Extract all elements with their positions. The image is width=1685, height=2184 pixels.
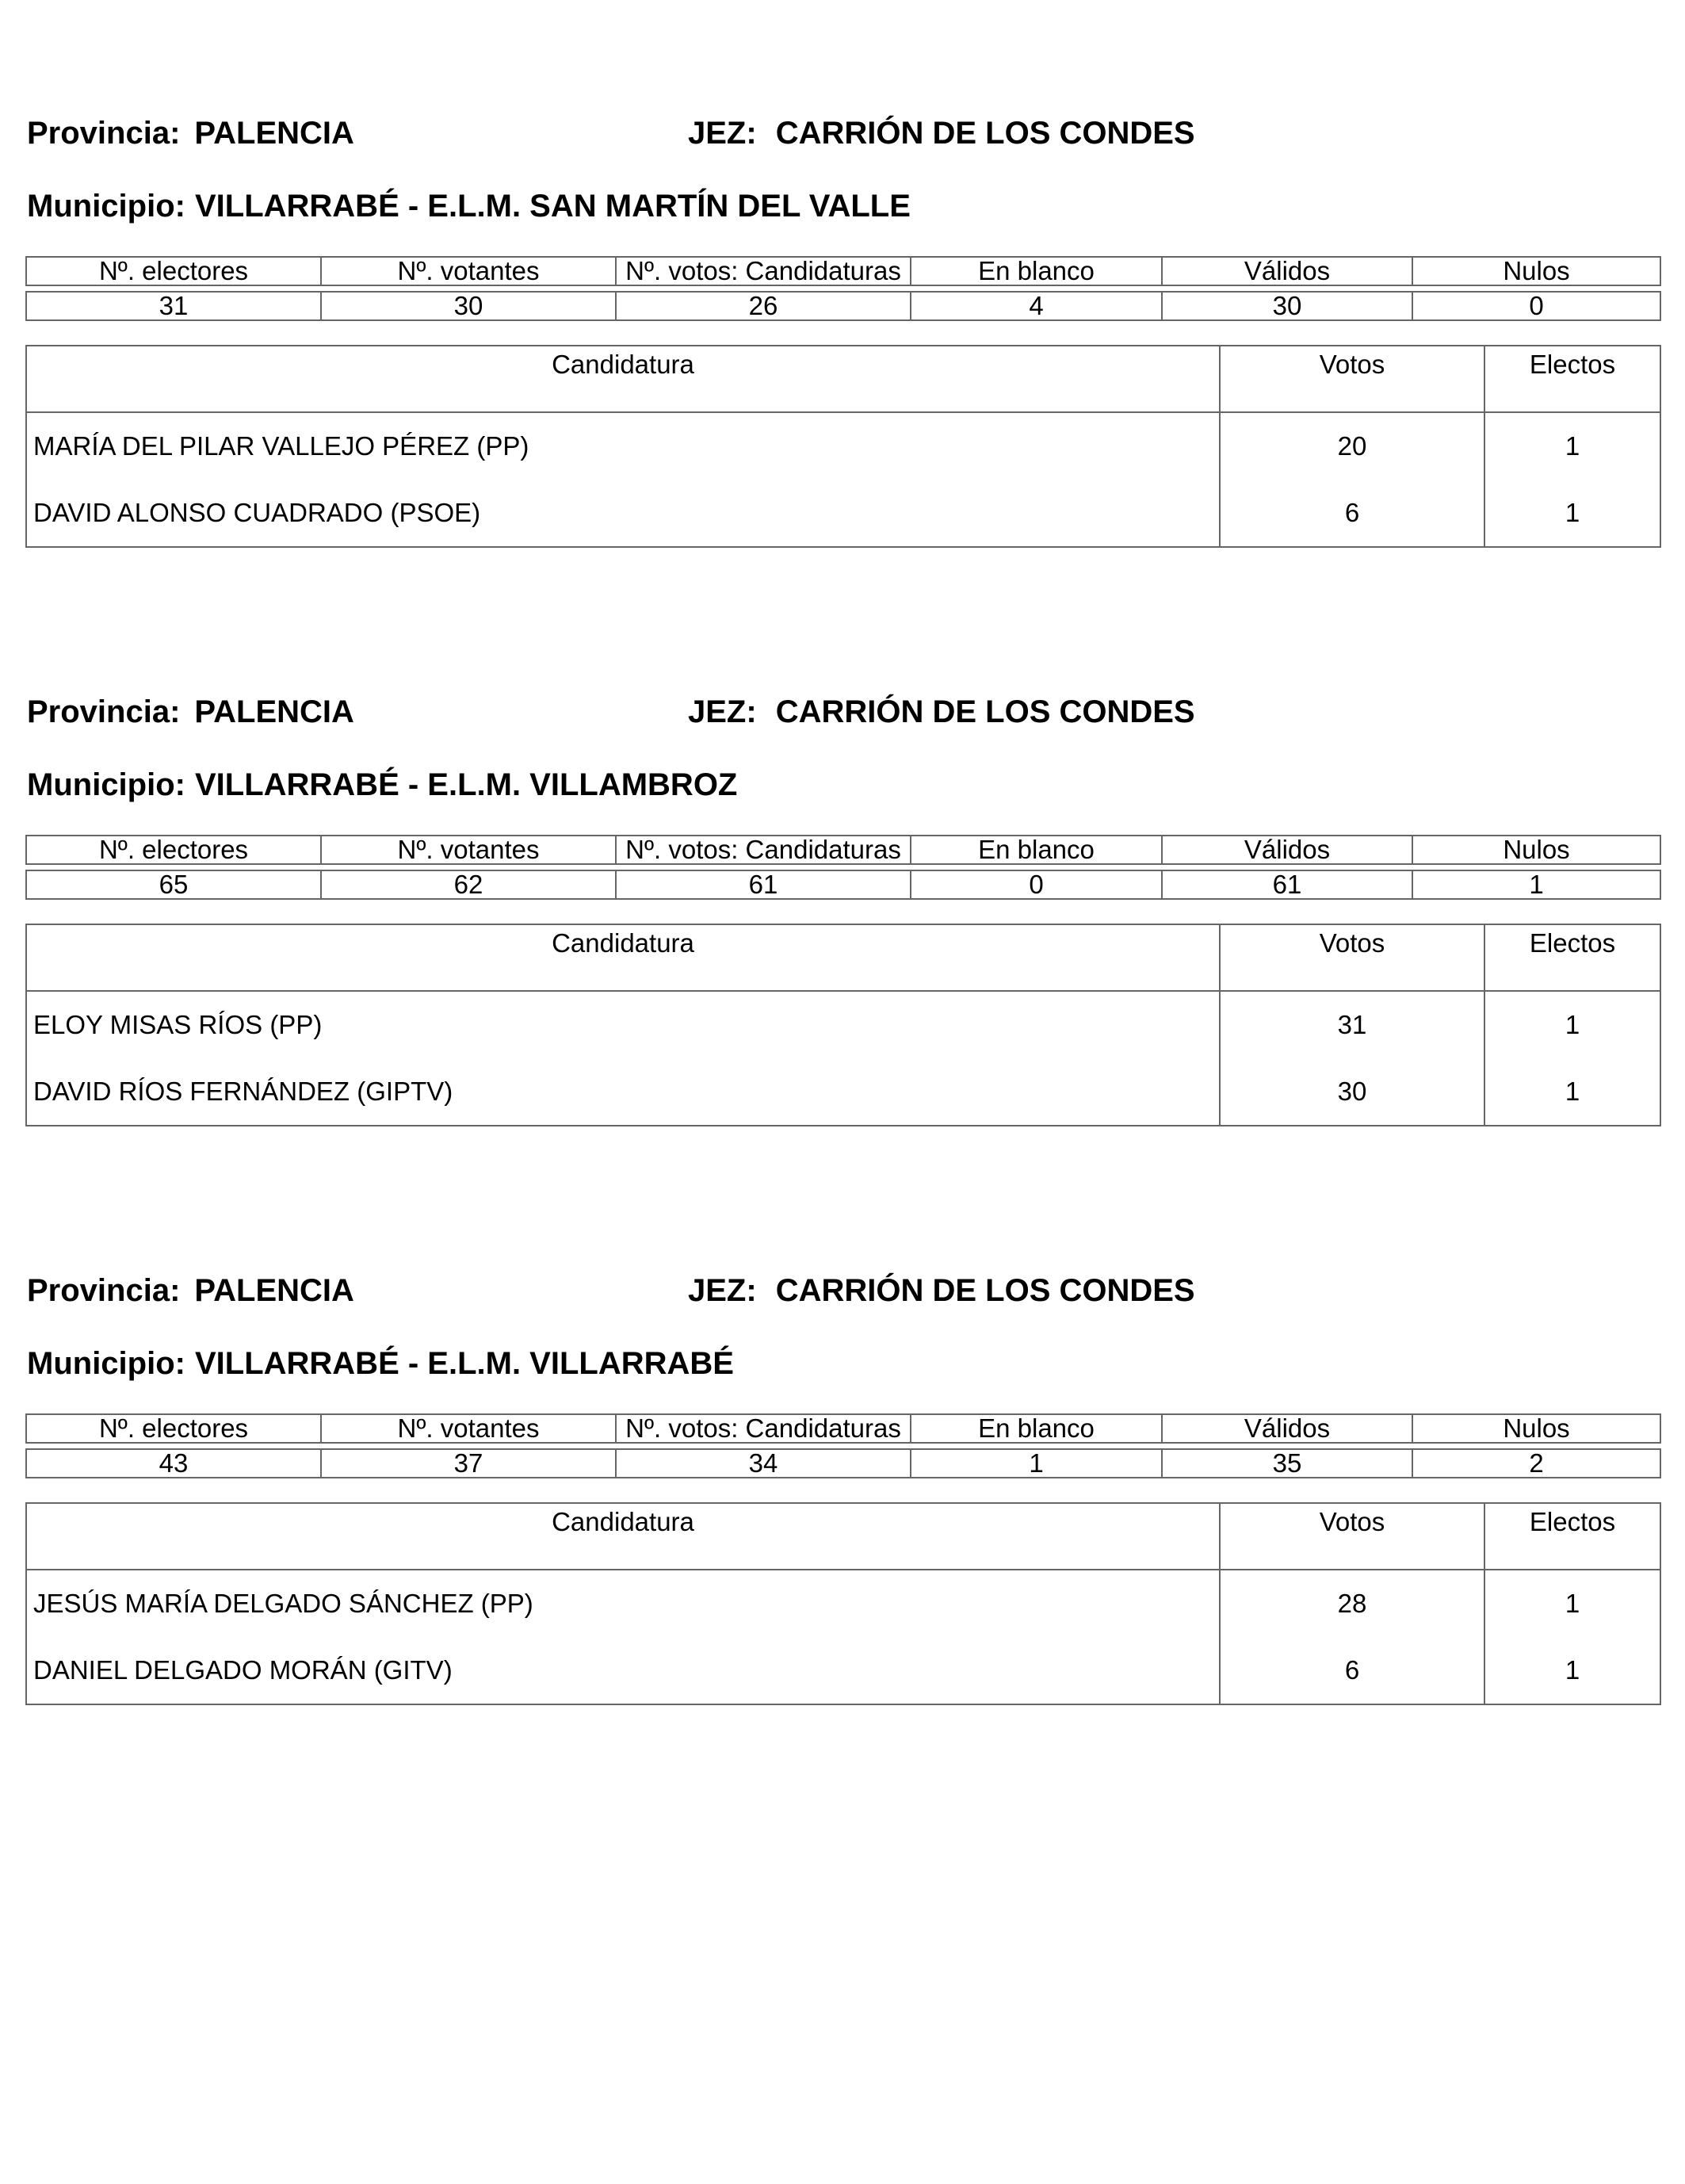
candidates-table xyxy=(25,1502,1661,1705)
candidate-row xyxy=(26,991,1660,1058)
stats-value-row xyxy=(26,1449,1660,1478)
value-votantes: 62 xyxy=(321,870,616,899)
provincia-label: Provincia: xyxy=(27,116,181,151)
header-en-blanco: En blanco xyxy=(911,1414,1162,1443)
header-en-blanco: En blanco xyxy=(911,836,1162,864)
candidate-name: MARÍA DEL PILAR VALLEJO PÉREZ (PP) xyxy=(26,412,1220,480)
header-validos: Válidos xyxy=(1162,257,1412,285)
stats-table xyxy=(25,835,1661,900)
header-nulos: Nulos xyxy=(1412,257,1660,285)
jez-label: JEZ: xyxy=(688,1273,757,1308)
stats-value-row xyxy=(26,870,1660,899)
value-en-blanco: 1 xyxy=(911,1449,1162,1478)
municipio-value: VILLARRABÉ - E.L.M. SAN MARTÍN DEL VALLE xyxy=(194,189,911,224)
candidate-electos: 1 xyxy=(1484,991,1660,1058)
jez-line xyxy=(688,1275,1195,1306)
candidate-row xyxy=(26,412,1660,480)
candidate-name: DAVID ALONSO CUADRADO (PSOE) xyxy=(26,480,1220,547)
header-votantes: Nº. votantes xyxy=(321,1414,616,1443)
value-validos: 30 xyxy=(1162,292,1412,320)
section-header xyxy=(25,1275,1660,1425)
header-nulos: Nulos xyxy=(1412,836,1660,864)
candidate-name: ELOY MISAS RÍOS (PP) xyxy=(26,991,1220,1058)
value-nulos: 2 xyxy=(1412,1449,1660,1478)
candidate-votos: 20 xyxy=(1220,412,1484,480)
header-electos: Electos xyxy=(1484,346,1660,412)
stats-table xyxy=(25,256,1661,321)
header-electos: Electos xyxy=(1484,1503,1660,1570)
section-villarrabe xyxy=(25,1273,1660,1685)
candidate-votos: 31 xyxy=(1220,991,1484,1058)
candidate-electos: 1 xyxy=(1484,1570,1660,1637)
header-votos: Votos xyxy=(1220,346,1484,412)
stats-table xyxy=(25,1413,1661,1478)
candidates-table xyxy=(25,345,1661,548)
header-votos-candidaturas: Nº. votos: Candidaturas xyxy=(616,1414,911,1443)
header-votos: Votos xyxy=(1220,1503,1484,1570)
value-validos: 35 xyxy=(1162,1449,1412,1478)
municipio-line xyxy=(27,1348,734,1379)
section-villambroz xyxy=(25,694,1660,1106)
provincia-value: PALENCIA xyxy=(194,694,354,729)
value-en-blanco: 4 xyxy=(911,292,1162,320)
municipio-label: Municipio: xyxy=(27,1346,185,1381)
candidate-name: DAVID RÍOS FERNÁNDEZ (GIPTV) xyxy=(26,1058,1220,1126)
jez-value: CARRIÓN DE LOS CONDES xyxy=(775,1273,1195,1308)
candidate-row xyxy=(26,1058,1660,1126)
jez-value: CARRIÓN DE LOS CONDES xyxy=(775,116,1195,151)
header-votantes: Nº. votantes xyxy=(321,257,616,285)
candidate-votos: 28 xyxy=(1220,1570,1484,1637)
jez-line xyxy=(688,117,1195,149)
value-electores: 65 xyxy=(26,870,321,899)
value-nulos: 1 xyxy=(1412,870,1660,899)
header-votantes: Nº. votantes xyxy=(321,836,616,864)
candidate-name: DANIEL DELGADO MORÁN (GITV) xyxy=(26,1637,1220,1704)
provincia-line xyxy=(27,1275,354,1306)
header-validos: Válidos xyxy=(1162,1414,1412,1443)
header-electos: Electos xyxy=(1484,924,1660,991)
stats-header-row xyxy=(26,257,1660,285)
candidates-header-row xyxy=(26,924,1660,991)
candidate-row xyxy=(26,480,1660,547)
municipio-label: Municipio: xyxy=(27,189,185,224)
candidate-electos: 1 xyxy=(1484,412,1660,480)
candidate-electos: 1 xyxy=(1484,480,1660,547)
header-candidatura: Candidatura xyxy=(26,1503,1220,1570)
stats-header-row xyxy=(26,1414,1660,1443)
provincia-value: PALENCIA xyxy=(194,1273,354,1308)
jez-label: JEZ: xyxy=(688,694,757,729)
value-votos-candidaturas: 61 xyxy=(616,870,911,899)
section-san-martin-del-valle xyxy=(25,116,1660,527)
candidate-row xyxy=(26,1637,1660,1704)
value-electores: 43 xyxy=(26,1449,321,1478)
provincia-line xyxy=(27,696,354,728)
header-votos-candidaturas: Nº. votos: Candidaturas xyxy=(616,836,911,864)
candidates-header-row xyxy=(26,346,1660,412)
header-candidatura: Candidatura xyxy=(26,346,1220,412)
value-electores: 31 xyxy=(26,292,321,320)
jez-line xyxy=(688,696,1195,728)
value-votantes: 37 xyxy=(321,1449,616,1478)
value-nulos: 0 xyxy=(1412,292,1660,320)
municipio-value: VILLARRABÉ - E.L.M. VILLAMBROZ xyxy=(194,767,738,802)
header-votos: Votos xyxy=(1220,924,1484,991)
jez-label: JEZ: xyxy=(688,116,757,151)
provincia-value: PALENCIA xyxy=(194,116,354,151)
candidate-votos: 6 xyxy=(1220,1637,1484,1704)
section-header xyxy=(25,117,1660,268)
value-validos: 61 xyxy=(1162,870,1412,899)
municipio-label: Municipio: xyxy=(27,767,185,802)
municipio-line xyxy=(27,769,737,801)
header-electores: Nº. electores xyxy=(26,1414,321,1443)
header-electores: Nº. electores xyxy=(26,257,321,285)
header-nulos: Nulos xyxy=(1412,1414,1660,1443)
value-votos-candidaturas: 34 xyxy=(616,1449,911,1478)
value-votantes: 30 xyxy=(321,292,616,320)
candidate-name: JESÚS MARÍA DELGADO SÁNCHEZ (PP) xyxy=(26,1570,1220,1637)
candidate-electos: 1 xyxy=(1484,1637,1660,1704)
header-validos: Válidos xyxy=(1162,836,1412,864)
section-header xyxy=(25,696,1660,847)
candidate-electos: 1 xyxy=(1484,1058,1660,1126)
header-electores: Nº. electores xyxy=(26,836,321,864)
stats-header-row xyxy=(26,836,1660,864)
municipio-value: VILLARRABÉ - E.L.M. VILLARRABÉ xyxy=(194,1346,734,1381)
provincia-line xyxy=(27,117,354,149)
candidate-row xyxy=(26,1570,1660,1637)
candidate-votos: 6 xyxy=(1220,480,1484,547)
candidates-table xyxy=(25,924,1661,1126)
candidates-header-row xyxy=(26,1503,1660,1570)
value-votos-candidaturas: 26 xyxy=(616,292,911,320)
header-en-blanco: En blanco xyxy=(911,257,1162,285)
header-votos-candidaturas: Nº. votos: Candidaturas xyxy=(616,257,911,285)
candidate-votos: 30 xyxy=(1220,1058,1484,1126)
jez-value: CARRIÓN DE LOS CONDES xyxy=(775,694,1195,729)
provincia-label: Provincia: xyxy=(27,694,181,729)
provincia-label: Provincia: xyxy=(27,1273,181,1308)
value-en-blanco: 0 xyxy=(911,870,1162,899)
municipio-line xyxy=(27,190,911,222)
stats-value-row xyxy=(26,292,1660,320)
header-candidatura: Candidatura xyxy=(26,924,1220,991)
